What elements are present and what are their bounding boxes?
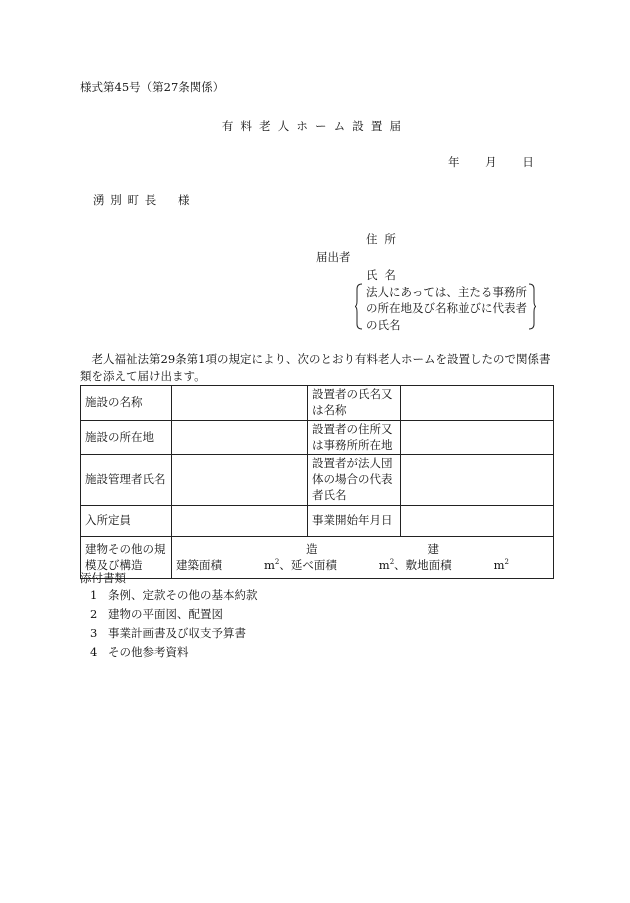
separator: 、	[394, 557, 406, 572]
attachment-item	[90, 588, 258, 604]
structure-label-2: 建	[427, 541, 439, 556]
attachment-text: 建物の平面図、配置図	[108, 607, 223, 621]
statement-text: 老人福祉法第29条第1項の規定により、次のとおり有料老人ホームを設置したので関係書類を添えて届け出ます。	[80, 352, 551, 384]
unit-power: 2	[504, 557, 509, 566]
attachment-text: 事業計画書及び収支予算書	[108, 626, 246, 640]
table-row	[81, 537, 554, 579]
applicant-address-label: 住所	[366, 232, 403, 246]
table-row	[81, 386, 554, 421]
attachment-item	[90, 645, 189, 661]
attachment-number: 1	[90, 588, 98, 602]
addressee	[93, 193, 190, 209]
date-year-label: 年	[448, 155, 460, 169]
representative-name-label: 設置者が法人団体の場合の代表者氏名	[308, 455, 401, 506]
facility-location-field[interactable]	[172, 420, 308, 455]
addressee-name: 湧別町長	[93, 193, 162, 207]
capacity-field[interactable]	[172, 506, 308, 537]
installer-name-field[interactable]	[401, 386, 554, 421]
area-line	[176, 558, 549, 574]
attachment-number: 4	[90, 645, 98, 659]
representative-name-field[interactable]	[401, 455, 554, 506]
unit-power: 2	[389, 557, 395, 566]
site-area-label: 敷地面積	[405, 557, 452, 572]
facility-table	[80, 385, 554, 579]
structure-line	[176, 542, 549, 558]
addressee-honorific: 様	[178, 193, 190, 207]
unit-text: m	[263, 557, 275, 572]
applicant-name-label: 氏名	[366, 268, 403, 282]
attachment-item	[90, 626, 246, 642]
facility-name-label: 施設の名称	[81, 386, 172, 421]
table-row	[81, 455, 554, 506]
installer-name-label: 設置者の氏名又は名称	[308, 386, 401, 421]
table-row	[81, 506, 554, 537]
installer-address-label: 設置者の住所又は事務所所在地	[308, 420, 401, 455]
attachment-text: その他参考資料	[108, 645, 189, 659]
start-date-field[interactable]	[401, 506, 554, 537]
attachment-number: 3	[90, 626, 98, 640]
attachment-text: 条例、定款その他の基本約款	[108, 588, 258, 602]
building-area-label: 建築面積	[176, 557, 222, 572]
corporate-note: 法人にあっては、主たる事務所の所在地及び名称並びに代表者の氏名	[366, 285, 527, 332]
table-row	[81, 420, 554, 455]
capacity-label: 入所定員	[81, 506, 172, 537]
form-number: 様式第45号（第27条関係）	[80, 80, 225, 94]
facility-location-label: 施設の所在地	[81, 420, 172, 455]
facility-name-field[interactable]	[172, 386, 308, 421]
floor-area-label: 延べ面積	[290, 557, 337, 572]
building-area-unit	[264, 558, 337, 574]
date-day-label: 日	[522, 155, 534, 169]
attachment-number: 2	[90, 607, 98, 621]
unit-text: m	[493, 557, 505, 572]
floor-area-unit	[379, 558, 452, 574]
installer-address-field[interactable]	[401, 420, 554, 455]
date-line	[448, 155, 534, 171]
start-date-label: 事業開始年月日	[308, 506, 401, 537]
building-structure-field[interactable]	[172, 537, 554, 579]
attachment-item	[90, 607, 223, 623]
structure-label-1: 造	[306, 541, 318, 556]
unit-power: 2	[274, 557, 280, 566]
applicant-label: 届出者	[316, 250, 351, 264]
manager-name-label: 施設管理者氏名	[81, 455, 172, 506]
site-area-unit	[494, 558, 509, 574]
document-title: 有料老人ホーム設置届	[221, 119, 409, 133]
separator: 、	[279, 557, 291, 572]
attachments-heading: 添付書類	[80, 571, 126, 585]
building-scale-label: 建物その他の規模及び構造	[81, 537, 172, 579]
manager-name-field[interactable]	[172, 455, 308, 506]
unit-text: m	[378, 557, 390, 572]
date-month-label: 月	[485, 155, 497, 169]
